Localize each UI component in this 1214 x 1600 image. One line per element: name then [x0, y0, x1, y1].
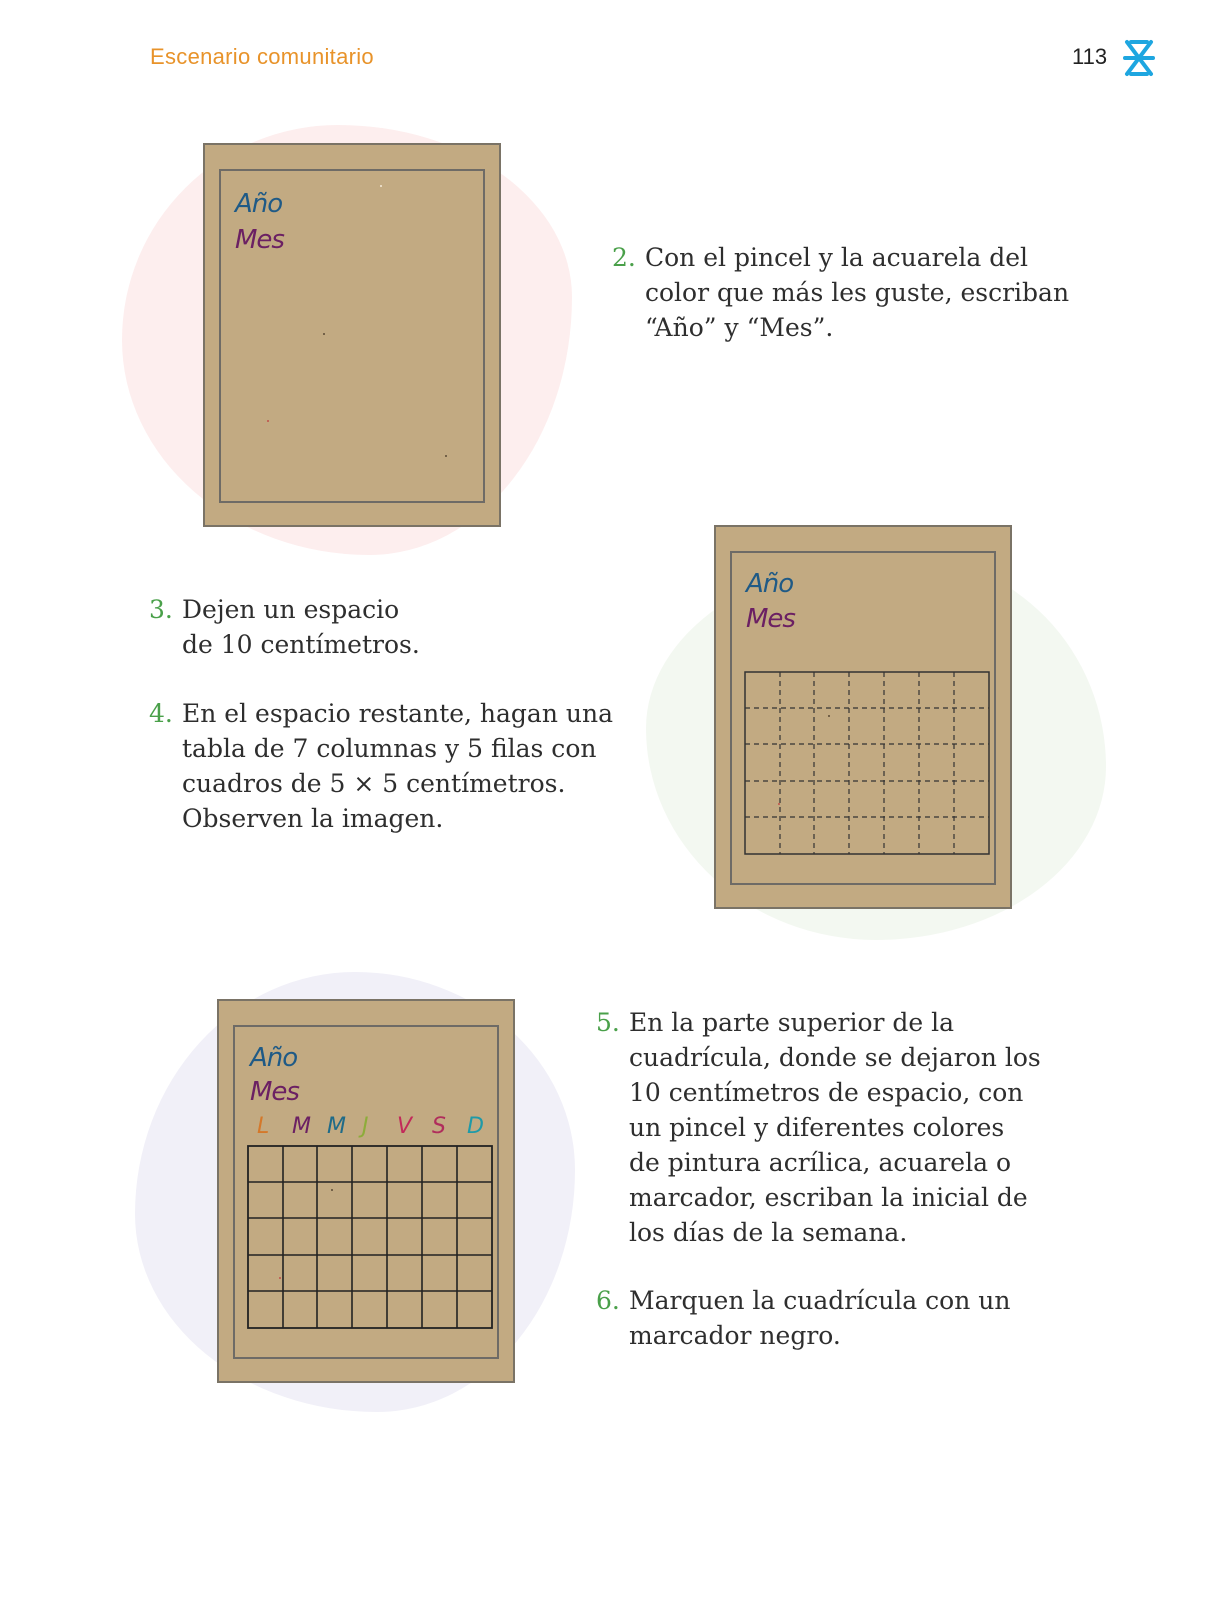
step-text: En el espacio restante, hagan una tabla de 7 columnas y 5 filas con cuadros de 5 × 5 centímetros. Observen la imagen. — [182, 699, 613, 833]
ano-label: Año — [250, 1043, 298, 1073]
black-grid — [247, 1145, 493, 1329]
step-3 — [149, 592, 420, 662]
dashed-grid — [744, 671, 990, 855]
step-number: 6. — [596, 1286, 620, 1315]
step-4 — [149, 696, 613, 836]
step-5 — [596, 1005, 1041, 1250]
book-logo-icon — [1121, 38, 1157, 78]
weekday-initial: D — [467, 1114, 484, 1139]
step-number: 5. — [596, 1008, 620, 1037]
calendar-card-step-4 — [714, 525, 1012, 909]
weekday-initial: V — [397, 1114, 413, 1139]
ano-label: Año — [746, 569, 794, 599]
step-number: 4. — [149, 699, 173, 728]
calendar-card-step-2 — [203, 143, 501, 527]
card-border — [219, 169, 485, 503]
ano-label: Año — [235, 189, 283, 219]
weekday-initial: S — [432, 1114, 446, 1139]
mes-label: Mes — [235, 225, 284, 255]
step-2 — [612, 240, 1070, 345]
calendar-card-step-5 — [217, 999, 515, 1383]
weekday-initial: L — [257, 1114, 270, 1139]
page-number: 113 — [1072, 44, 1108, 69]
weekday-initial: M — [327, 1114, 346, 1139]
step-6 — [596, 1283, 1011, 1353]
weekday-initial: J — [362, 1114, 369, 1139]
weekday-initial: M — [292, 1114, 311, 1139]
step-text: Dejen un espacio de 10 centímetros. — [182, 595, 420, 659]
step-text: Con el pincel y la acuarela del color que más les guste, escriban “Año” y “Mes”. — [645, 243, 1070, 342]
step-number: 2. — [612, 243, 636, 272]
step-text: Marquen la cuadrícula con un marcador negro. — [629, 1286, 1011, 1350]
section-title: Escenario comunitario — [150, 44, 374, 69]
mes-label: Mes — [250, 1077, 299, 1107]
step-number: 3. — [149, 595, 173, 624]
mes-label: Mes — [746, 604, 795, 634]
step-text: En la parte superior de la cuadrícula, donde se dejaron los 10 centímetros de espacio, con un pincel y diferentes colores de pintura acrílica, acuarela o marcador, escriban la inicial de los días de la semana. — [629, 1008, 1041, 1247]
